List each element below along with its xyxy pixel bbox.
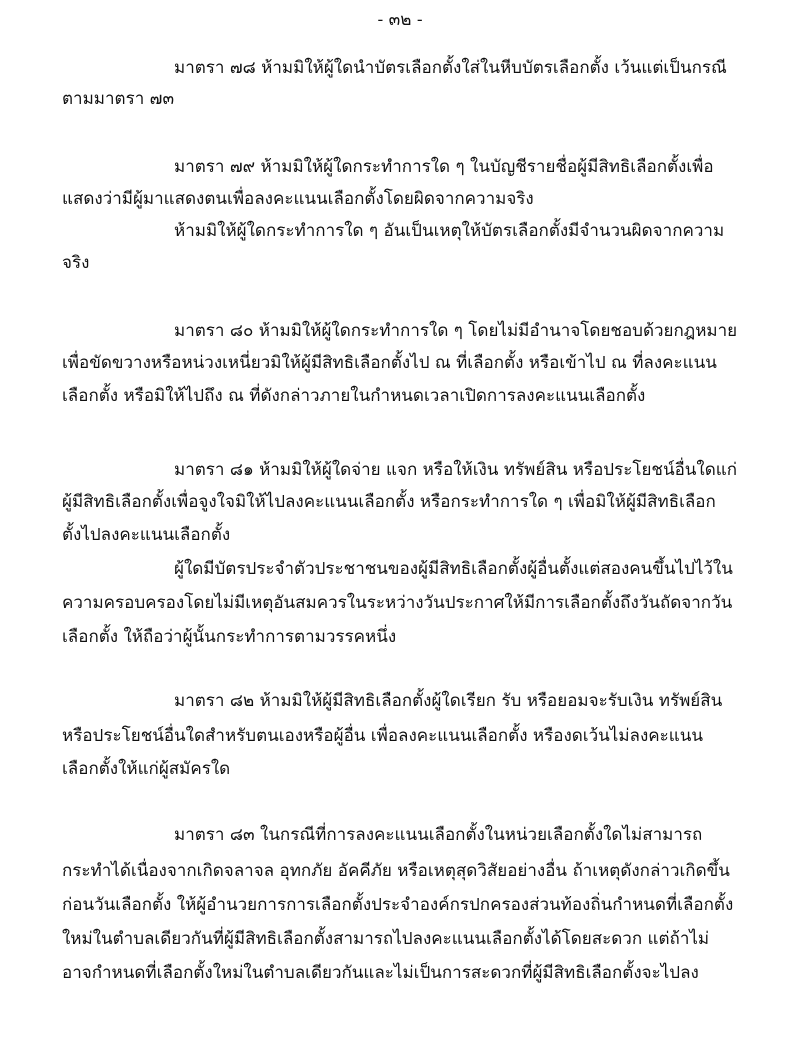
section-81-line-2: ผู้มีสิทธิเลือกตั้งเพื่อจูงใจมิให้ไปลงคะแนนเลือกตั้ง หรือกระทำการใด ๆ เพื่อมิให้ผู้มีสิทธิเลือก	[62, 492, 716, 512]
section-81-line-3: ตั้งไปลงคะแนนเลือกตั้ง	[62, 525, 231, 545]
section-80-line-3: เลือกตั้ง หรือมิให้ไปถึง ณ ที่ดังกล่าวภายในกำหนดเวลาเปิดการลงคะแนนเลือกตั้ง	[62, 386, 646, 406]
section-78-line-2: ตามมาตรา ๗๓	[62, 89, 175, 109]
section-81-line-6: เลือกตั้ง ให้ถือว่าผู้นั้นกระทำการตามวรรคหนึ่ง	[62, 627, 397, 647]
section-79-line-4: จริง	[62, 253, 90, 273]
section-82-line-3: เลือกตั้งให้แก่ผู้สมัครใด	[62, 759, 231, 779]
section-79-line-1: มาตรา ๗๙ ห้ามมิให้ผู้ใดกระทำการใด ๆ ในบัญชีรายชื่อผู้มีสิทธิเลือกตั้งเพื่อ	[174, 157, 714, 177]
section-81-line-1: มาตรา ๘๑ ห้ามมิให้ผู้ใดจ่าย แจก หรือให้เงิน ทรัพย์สิน หรือประโยชน์อื่นใดแก่	[174, 460, 738, 480]
section-83-line-1: มาตรา ๘๓ ในกรณีที่การลงคะแนนเลือกตั้งในหน่วยเลือกตั้งใดไม่สามารถ	[174, 825, 703, 845]
section-83-line-3: ก่อนวันเลือกตั้ง ให้ผู้อำนวยการการเลือกตั้งประจำองค์กรปกครองส่วนท้องถิ่นกำหนดที่เลือกตั้ง	[62, 895, 734, 915]
section-83-line-4: ใหม่ในตำบลเดียวกันที่ผู้มีสิทธิเลือกตั้งสามารถไปลงคะแนนเลือกตั้งได้โดยสะดวก แต่ถ้าไม่	[62, 929, 710, 949]
section-79-line-2: แสดงว่ามีผู้มาแสดงตนเพื่อลงคะแนนเลือกตั้งโดยผิดจากความจริง	[62, 189, 534, 209]
section-78-line-1: มาตรา ๗๘ ห้ามมิให้ผู้ใดนำบัตรเลือกตั้งใส่ในหีบบัตรเลือกตั้ง เว้นแต่เป็นกรณี	[174, 58, 727, 78]
section-83-line-2: กระทำได้เนื่องจากเกิดจลาจล อุทกภัย อัคคีภัย หรือเหตุสุดวิสัยอย่างอื่น ถ้าเหตุดังกล่าวเกิดขึ้น	[62, 861, 730, 881]
section-82-line-2: หรือประโยชน์อื่นใดสำหรับตนเองหรือผู้อื่น เพื่อลงคะแนนเลือกตั้ง หรืองดเว้นไม่ลงคะแนน	[62, 726, 703, 746]
section-79-line-3: ห้ามมิให้ผู้ใดกระทำการใด ๆ อันเป็นเหตุให้บัตรเลือกตั้งมีจำนวนผิดจากความ	[174, 221, 725, 241]
section-82-line-1: มาตรา ๘๒ ห้ามมิให้ผู้มีสิทธิเลือกตั้งผู้ใดเรียก รับ หรือยอมจะรับเงิน ทรัพย์สิน	[174, 691, 723, 711]
page-number: - ๓๒ -	[377, 10, 423, 30]
section-81-line-4: ผู้ใดมีบัตรประจำตัวประชาชนของผู้มีสิทธิเลือกตั้งผู้อื่นตั้งแต่สองคนขึ้นไปไว้ใน	[174, 559, 733, 579]
section-81-line-5: ความครอบครองโดยไม่มีเหตุอันสมควรในระหว่างวันประกาศให้มีการเลือกตั้งถึงวันถัดจากวัน	[62, 593, 733, 613]
section-80-line-2: เพื่อขัดขวางหรือหน่วงเหนี่ยวมิให้ผู้มีสิทธิเลือกตั้งไป ณ ที่เลือกตั้ง หรือเข้าไป ณ ที่ลงคะแนน	[62, 353, 717, 373]
section-80-line-1: มาตรา ๘๐ ห้ามมิให้ผู้ใดกระทำการใด ๆ โดยไม่มีอำนาจโดยชอบด้วยกฎหมาย	[174, 321, 738, 341]
section-83-line-5: อาจกำหนดที่เลือกตั้งใหม่ในตำบลเดียวกันและไม่เป็นการสะดวกที่ผู้มีสิทธิเลือกตั้งจะไปลง	[62, 963, 699, 983]
